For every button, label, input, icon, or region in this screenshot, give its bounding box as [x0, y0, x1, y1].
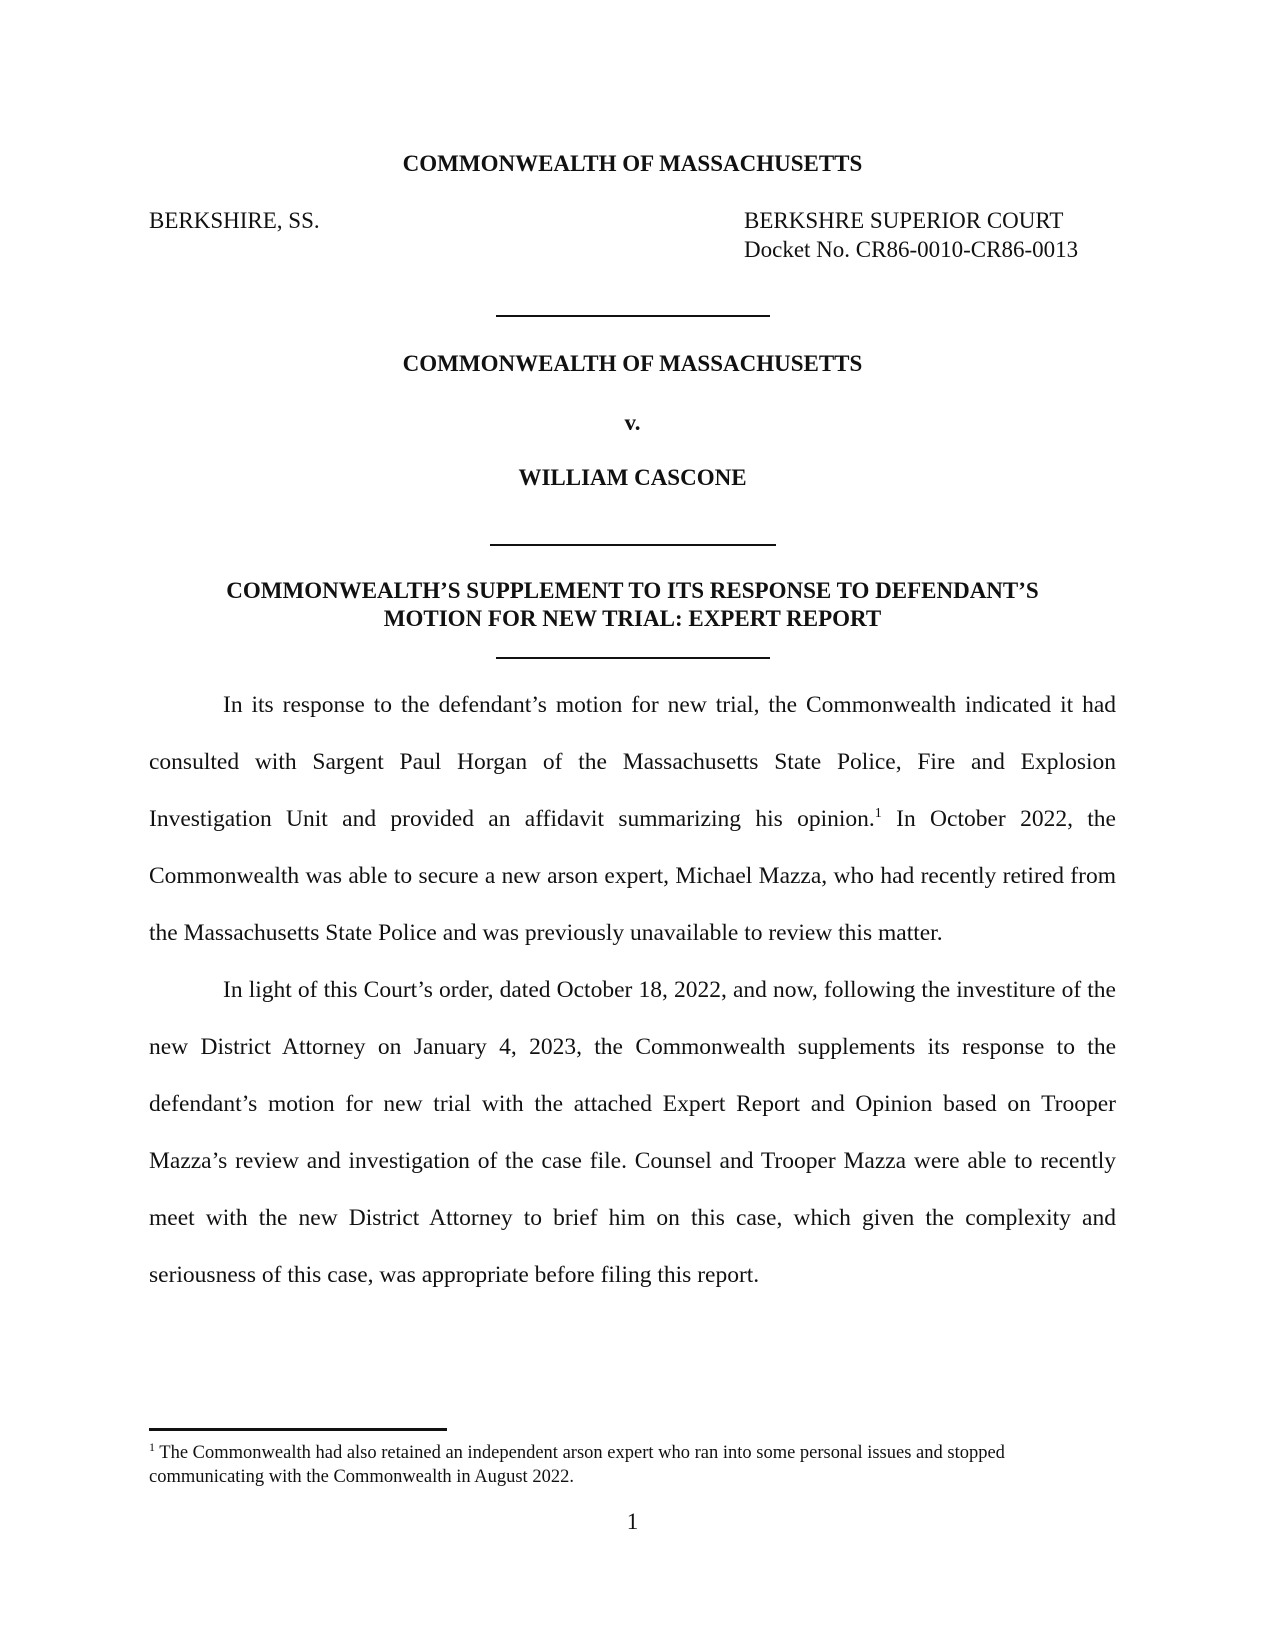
header-state: COMMONWEALTH OF MASSACHUSETTS	[402, 151, 863, 176]
divider	[496, 657, 770, 659]
caption-plaintiff: COMMONWEALTH OF MASSACHUSETTS	[402, 351, 863, 376]
footnote-reference: 1	[874, 806, 882, 821]
footnote-number: 1	[149, 1440, 155, 1454]
title-line-2: MOTION FOR NEW TRIAL: EXPERT REPORT	[383, 606, 882, 631]
caption-defendant: WILLIAM CASCONE	[518, 465, 747, 490]
footnote-text: The Commonwealth had also retained an independent arson expert who ran into some personal issues and stopped communicating with the Commonwealth in August 2022.	[149, 1443, 1005, 1487]
paragraph-1-part-a: In its response to the defendant’s motion for new trial, the Commonwealth indicated it had consulted with Sargent Paul Horgan of the Massachusetts State Police, Fire and Explosion Investigation Unit and provided an affidavit summarizing his opinion.	[149, 692, 1116, 832]
body-text	[149, 677, 1116, 1304]
docket-number: Docket No. CR86-0010-CR86-0013	[744, 237, 1079, 262]
divider	[496, 315, 770, 317]
caption-versus: v.	[624, 410, 641, 435]
page-number: 1	[626, 1509, 639, 1534]
divider	[490, 544, 776, 546]
paragraph-1	[149, 677, 1116, 962]
county: BERKSHIRE, SS.	[149, 208, 320, 233]
footnote-separator	[149, 1428, 447, 1431]
title-line-1: COMMONWEALTH’S SUPPLEMENT TO ITS RESPONSE TO DEFENDANT’S	[226, 578, 1039, 603]
footnote	[149, 1441, 1116, 1489]
paragraph-2: In light of this Court’s order, dated October 18, 2022, and now, following the investiture of the new District Attorney on January 4, 2023, the Commonwealth supplements its response to the defendant’s motion for new trial with the attached Expert Report and Opinion based on Trooper Mazza’s review and investigation of the case file. Counsel and Trooper Mazza were able to recently meet with the new District Attorney to brief him on this case, which given the complexity and seriousness of this case, was appropriate before filing this report.	[149, 977, 1116, 1288]
paragraph-1-part-b: In October 2022, the Commonwealth was able to secure a new arson expert, Michael Mazza, who had recently retired from the Massachusetts State Police and was previously unavailable to review this matter.	[149, 806, 1116, 946]
court-name: BERKSHRE SUPERIOR COURT	[744, 208, 1064, 233]
